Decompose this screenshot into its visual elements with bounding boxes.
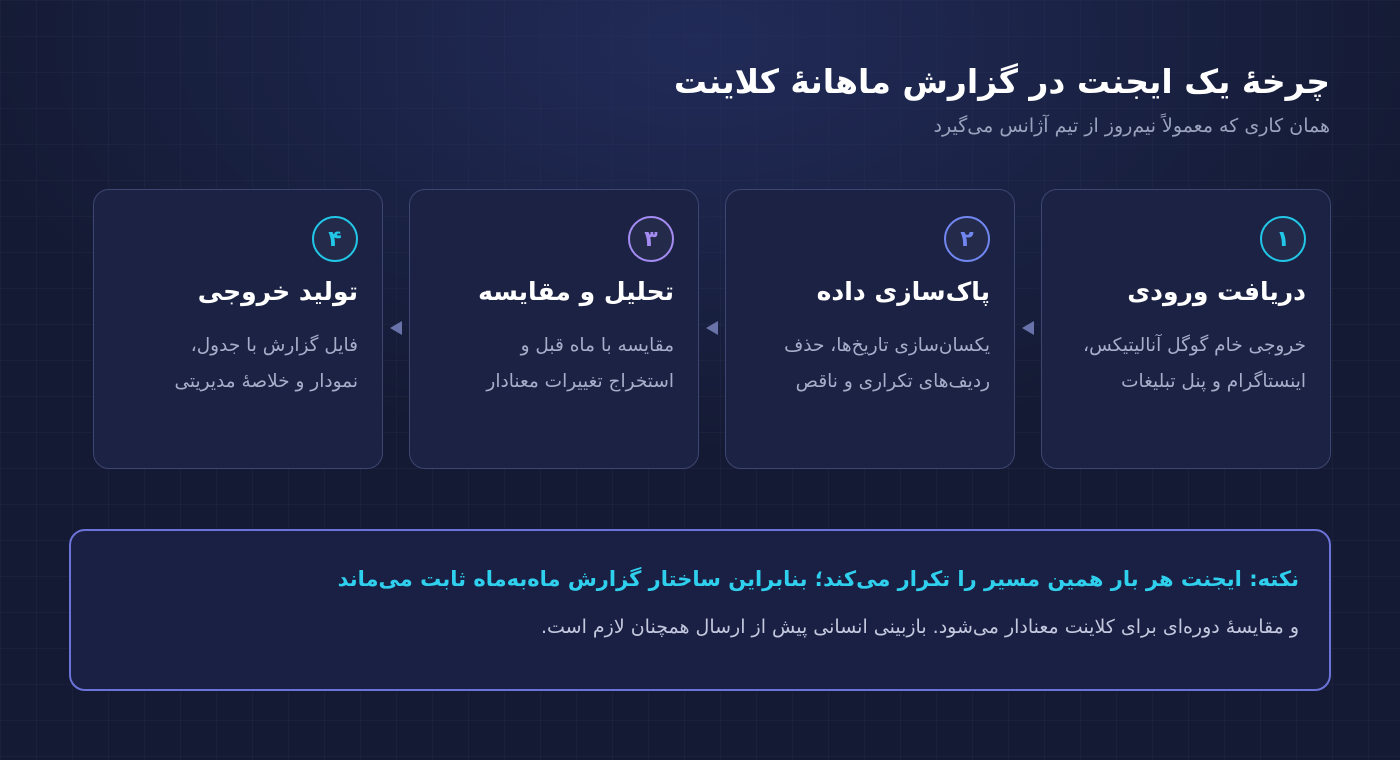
step-title: تحلیل و مقایسه [478, 277, 674, 306]
header [430, 56, 1330, 142]
step-description-line: ردیف‌های تکراری و ناقص [795, 371, 990, 392]
page-subtitle: همان کاری که معمولاً نیم‌روز از تیم آژانس می‌گیرد [933, 115, 1330, 137]
step-description-line: مقایسه با ماه قبل و [520, 335, 674, 356]
step-description [118, 328, 358, 400]
steps-flow [91, 189, 1331, 471]
step-number-badge: ۲ [944, 216, 990, 262]
note-highlight: نکته: ایجنت هر بار همین مسیر را تکرار می‌کند؛ بنابراین ساختار گزارش ماه‌به‌ماه ثابت می‌ماند [337, 567, 1299, 591]
step-description-line: اینستاگرام و پنل تبلیغات [1121, 371, 1306, 392]
step-number-badge: ۴ [312, 216, 358, 262]
step-card-1 [1041, 189, 1331, 469]
step-description-line: استخراج تغییرات معنادار [486, 371, 674, 392]
step-description-line: خروجی خام گوگل آنالیتیکس، [1083, 335, 1306, 356]
step-number-badge: ۱ [1260, 216, 1306, 262]
note-box [69, 529, 1331, 691]
step-card-4 [93, 189, 383, 469]
step-title: دریافت ورودی [1127, 277, 1306, 306]
arrow-left-icon [706, 321, 718, 335]
arrow-left-icon [390, 321, 402, 335]
step-description [434, 328, 674, 400]
step-description [750, 328, 990, 400]
step-title: تولید خروجی [197, 277, 358, 306]
step-description-line: فایل گزارش با جدول، [190, 335, 358, 356]
step-description-line: یکسان‌سازی تاریخ‌ها، حذف [784, 335, 990, 356]
page-title: چرخهٔ یک ایجنت در گزارش ماهانهٔ کلاینت [673, 62, 1330, 101]
step-title: پاک‌سازی داده [816, 277, 990, 306]
step-description [1066, 328, 1306, 400]
step-card-2 [725, 189, 1015, 469]
step-number-badge: ۳ [628, 216, 674, 262]
step-description-line: نمودار و خلاصهٔ مدیریتی [174, 371, 358, 392]
note-body: و مقایسهٔ دوره‌ای برای کلاینت معنادار می‌شود. بازبینی انسانی پیش از ارسال همچنان لازم است. [540, 616, 1299, 638]
arrow-left-icon [1022, 321, 1034, 335]
step-card-3 [409, 189, 699, 469]
